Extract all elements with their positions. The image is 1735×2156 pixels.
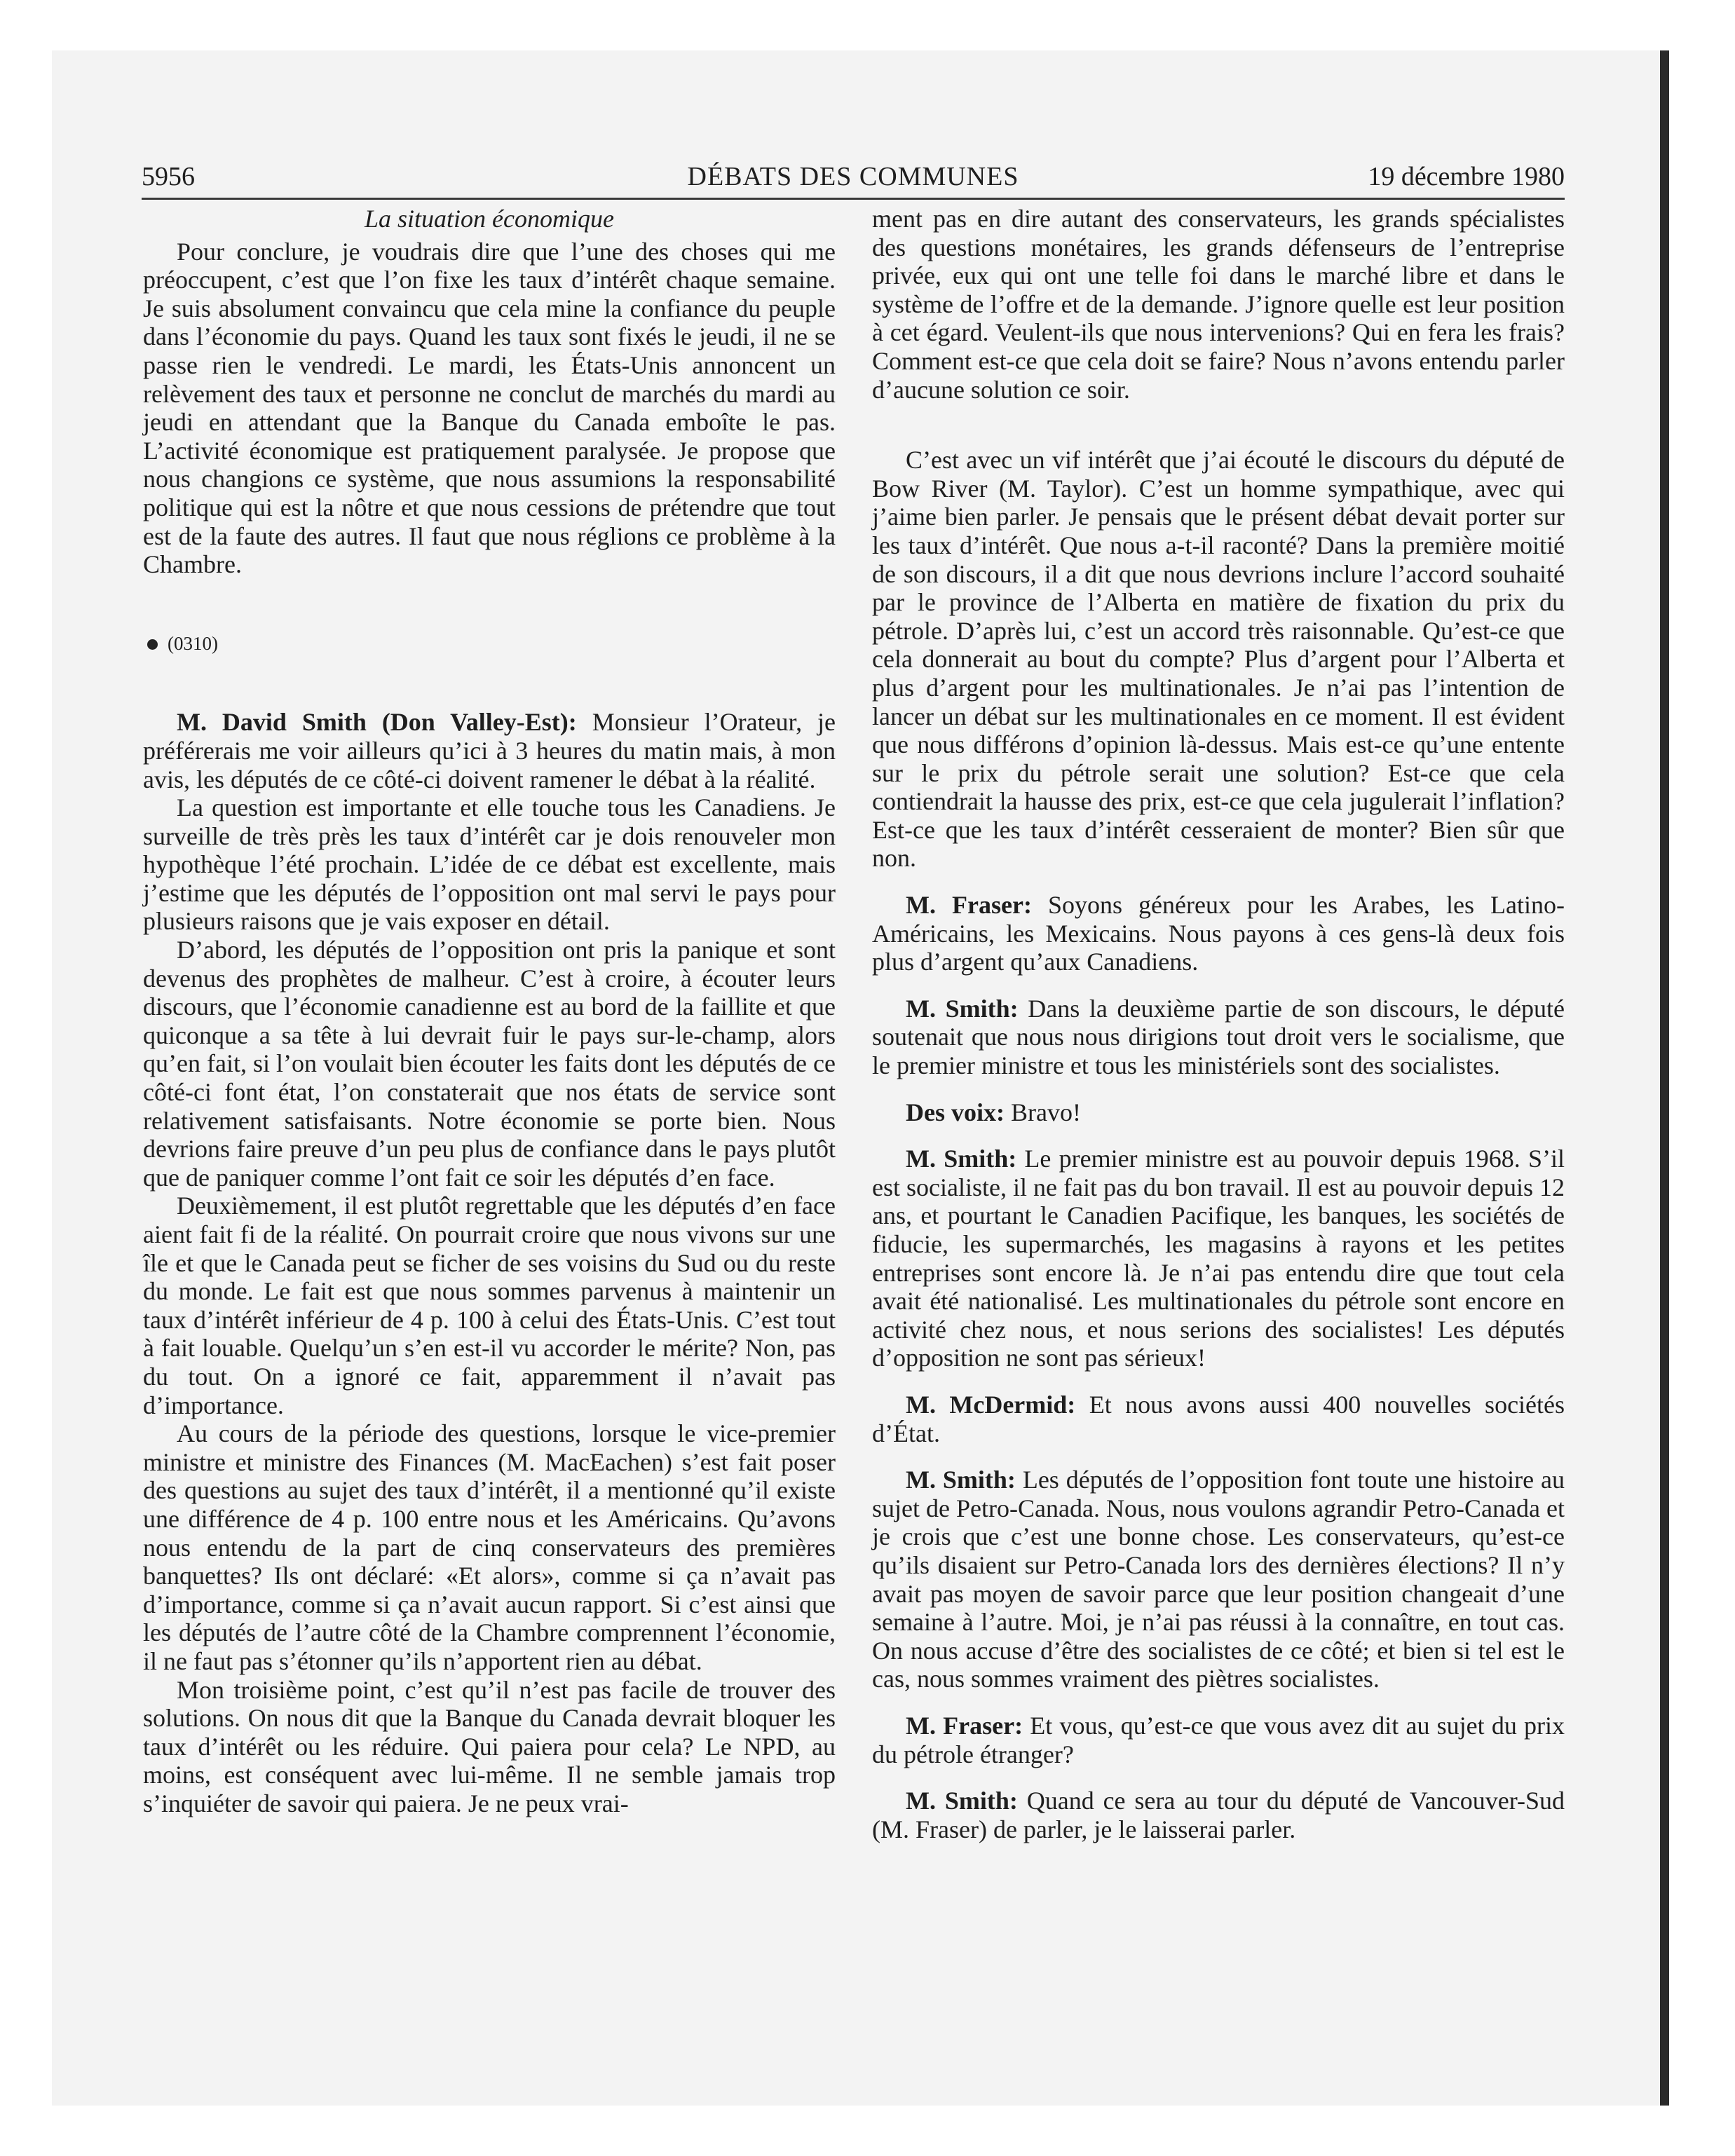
speech-text: Dans la deuxième partie de son discours, le député soutenait que nous nous dirigions tout droit vers le socialisme, que le premier ministre et tous les ministériels sont des socialistes. — [872, 994, 1565, 1080]
speech-text: Soyons généreux pour les Arabes, les Latino-Américains, les Mexicains. Nous payons à ces gens-là deux fois plus d’argent qu’aux Canadiens. — [872, 891, 1565, 976]
time-marker — [143, 629, 836, 658]
speaker-name: M. Smith: — [906, 1145, 1017, 1173]
speech-text: Le premier ministre est au pouvoir depuis 1968. S’il est socialiste, il ne fait pas du bon travail. Il est au pouvoir depuis 12 ans, et pourtant le Canadien Pacifique, les banques, les sociétés de fiducie, les supermarchés, les magasins à rayons et les petites entreprises sont encore là. Je n’ai pas entendu dire que tout cela avait été nationalisé. Les multinationales du pétrole sont encore en activité chez nous, et nous serions des socialistes! Les députés d’opposition ne sont pas sérieux! — [872, 1145, 1565, 1372]
speaker-name: M. David Smith (Don Valley-Est): — [177, 708, 577, 737]
speech-paragraph — [872, 1391, 1565, 1447]
speech-paragraph — [872, 1145, 1565, 1372]
section-subhead: La situation économique — [365, 205, 614, 233]
speech-text: Monsieur l’Orateur, je préférerais me voir ailleurs qu’ici à 3 heures du matin mais, à mon avis, les députés de ce côté-ci doivent ramener le débat à la réalité. — [143, 708, 836, 793]
paragraph: Deuxièmement, il est plutôt regrettable que les députés d’en face aient fait fi de la réalité. On pourrait croire que nous vivons sur une île et que le Canada peut se ficher de ses voisins du Sud ou du reste du monde. Le fait est que nous sommes parvenus à maintenir un taux d’intérêt inférieur de 4 p. 100 à celui des États-Unis. C’est tout à fait louable. Quelqu’un s’en est-il vu accorder le mérite? Non, pas du tout. On a ignoré ce fait, apparemment il n’avait pas d’importance. — [143, 1192, 836, 1419]
speaker-name: M. Fraser: — [906, 891, 1032, 920]
publication-date: 19 décembre 1980 — [1368, 162, 1565, 191]
speech-text: Bravo! — [1010, 1098, 1081, 1126]
speaker-name: M. Smith: — [906, 994, 1019, 1023]
speech-paragraph — [872, 1712, 1565, 1768]
paragraph: C’est avec un vif intérêt que j’ai écouté le discours du député de Bow River (M. Taylor). C’est un homme sympathique, avec qui j’aime bien parler. Je pensais que le présent débat devait porter sur les taux d’intérêt. Que nous a-t-il raconté? Dans la première moitié de son discours, il a dit que nous devrions inclure l’accord souhaité par le province de l’Alberta en matière de fixation du prix du pétrole. D’après lui, c’est un accord très raisonnable. Qu’est-ce que cela donnerait au bout du compte? Plus d’argent pour l’Alberta et plus d’argent pour les multinationales. Je n’ai pas l’intention de lancer un débat sur les multinationales en ce moment. Il est évident que nous différons d’opinion là-dessus. Mais est-ce qu’une entente sur le prix du pétrole serait une solution? Est-ce que cela contiendrait la hausse des prix, est-ce que cela jugulerait l’inflation? Est-ce que les taux d’intérêt cesseraient de monter? Bien sûr que non. — [872, 446, 1565, 873]
speech-paragraph — [872, 1098, 1565, 1127]
speech-paragraph — [872, 995, 1565, 1080]
speech-paragraph — [872, 1787, 1565, 1843]
speaker-name: M. McDermid: — [906, 1390, 1076, 1419]
speech-paragraph — [872, 891, 1565, 976]
page-header — [142, 156, 1565, 200]
page-number: 5956 — [142, 162, 195, 191]
paragraph: Pour conclure, je voudrais dire que l’une des choses qui me préoccupent, c’est que l’on fixe les taux d’intérêt chaque semaine. Je suis absolument convaincu que cela mine la confiance du peuple dans l’économie du pays. Quand les taux sont fixés le jeudi, il ne se passe rien le vendredi. Le mardi, les États-Unis annoncent un relèvement des taux et personne ne conclut de marchés du mardi au jeudi en attendant que la Banque du Canada emboîte le pas. L’activité économique est pratiquement paralysée. Je propose que nous changions ce système, que nous assumions la responsabilité politique qui est la nôtre et que nous cessions de prétendre que tout est de la faute des autres. Il faut que nous réglions ce problème à la Chambre. — [143, 237, 836, 579]
speech-text: Et nous avons aussi 400 nouvelles sociétés d’État. — [872, 1390, 1565, 1447]
speech-paragraph — [872, 1466, 1565, 1693]
speaker-name: M. Smith: — [906, 1787, 1018, 1815]
speech-paragraph — [143, 708, 836, 793]
paragraph: D’abord, les députés de l’opposition ont pris la panique et sont devenus des prophètes de malheur. C’est à croire, à écouter leurs discours, que l’économie canadienne est au bord de la faillite et que quiconque a sa tête à lui devrait fuir le pays sur-le-champ, alors qu’en fait, si l’on voulait bien écouter les faits dont les députés de ce côté-ci font état, l’on constaterait que nos états de service sont relativement satisfaisants. Notre économie se porte bien. Nous devrions faire preuve d’un peu plus de confiance dans le pays plutôt que de paniquer comme l’ont fait ce soir les députés d’en face. — [143, 936, 836, 1192]
speaker-name: M. Smith: — [906, 1466, 1016, 1494]
right-column — [872, 205, 1565, 1843]
publication-title: DÉBATS DES COMMUNES — [687, 162, 1019, 191]
paragraph: Mon troisième point, c’est qu’il n’est pas facile de trouver des solutions. On nous dit que la Banque du Canada devrait bloquer les taux d’intérêt ou les réduire. Qui paiera pour cela? Le NPD, au moins, est conséquent avec lui-même. Il ne semble jamais trop s’inquiéter de savoir qui paiera. Je ne peux vrai- — [143, 1675, 836, 1817]
speech-text: Les députés de l’opposition font toute une histoire au sujet de Petro-Canada. Nous, nous voulons agrandir Petro-Canada et je crois que c’est une bonne chose. Les conservateurs, qu’est-ce qu’ils disaient sur Petro-Canada lors des dernières élections? Il n’y avait pas moyen de savoir parce que leur position changeait d’une semaine à l’autre. Moi, je n’ai pas réussi à la connaître, en tout cas. On nous accuse d’être des socialistes de ce côté; et bien si tel est le cas, nous sommes vraiment des piètres socialistes. — [872, 1466, 1565, 1693]
time-marker-text: (0310) — [168, 632, 218, 654]
paragraph: La question est importante et elle touche tous les Canadiens. Je surveille de très près les taux d’intérêt car je dois renouveler mon hypothèque l’été prochain. L’idée de ce débat est excellente, mais j’estime que les députés de l’opposition ont mal servi le pays pour plusieurs raisons que je vais exposer en détail. — [143, 793, 836, 936]
speaker-name: Des voix: — [906, 1098, 1005, 1126]
left-column — [143, 205, 836, 1817]
speaker-name: M. Fraser: — [906, 1711, 1023, 1740]
speech-text: Et vous, qu’est-ce que vous avez dit au sujet du prix du pétrole étranger? — [872, 1711, 1565, 1768]
paragraph: ment pas en dire autant des conservateurs, les grands spécialistes des questions monétaires, les grands défenseurs de l’entreprise privée, eux qui ont une telle foi dans le marché libre et dans le système de l’offre et de la demande. J’ignore quelle est leur position à cet égard. Veulent-ils que nous intervenions? Qui en fera les frais? Comment est-ce que cela doit se faire? Nous n’avons entendu parler d’aucune solution ce soir. — [872, 205, 1565, 404]
page-edge-bar — [1660, 50, 1669, 2106]
speech-text: Quand ce sera au tour du député de Vancouver-Sud (M. Fraser) de parler, je le laisserai parler. — [872, 1787, 1565, 1843]
paragraph: Au cours de la période des questions, lorsque le vice-premier ministre et ministre des Finances (M. MacEachen) s’est fait poser des questions au sujet des taux d’intérêt, il a mentionné qu’il existe une différence de 4 p. 100 entre nous et les Américains. Qu’avons nous entendu de la part de cinq conservateurs des premières banquettes? Ils ont déclaré: «Et alors», comme si ça n’avait pas d’importance, comme si ça n’avait aucun rapport. Si c’est ainsi que les députés de l’autre côté de la Chambre comprennent l’économie, il ne faut pas s’étonner qu’ils n’apportent rien au débat. — [143, 1419, 836, 1675]
bullet-icon — [147, 639, 158, 650]
